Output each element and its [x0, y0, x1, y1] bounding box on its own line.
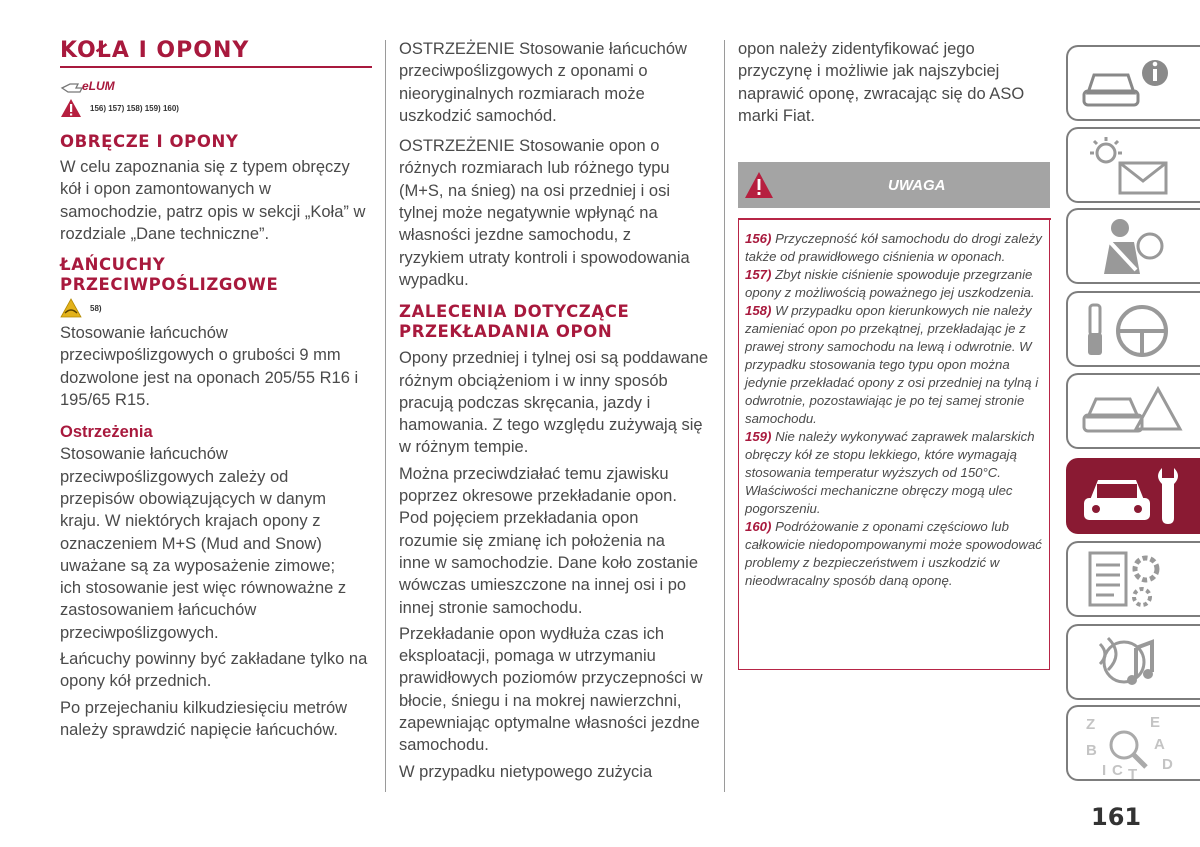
svg-text:E: E	[1150, 714, 1161, 731]
paragraph-rotation-4: W przypadku nietypowego zużycia	[399, 762, 653, 781]
tab-start-drive[interactable]	[1066, 291, 1200, 367]
tab-maintenance[interactable]	[1066, 458, 1200, 534]
subheading-warnings: Ostrzeżenia	[60, 423, 153, 442]
caution-references: 58)	[90, 303, 102, 313]
warning-banner	[738, 162, 1050, 208]
car-info-icon	[1080, 49, 1190, 119]
svg-text:eLUM: eLUM	[82, 79, 115, 93]
notes-top-border	[738, 218, 1051, 220]
warning-triangle-icon	[744, 171, 774, 199]
efuel-logo-icon	[60, 74, 372, 96]
heading-line: PRZECIWPOŚLIZGOWE	[60, 275, 279, 295]
paragraph-continued: opon należy zidentyfikować jego przyczynę i możliwie jak najszybciej naprawić oponę, zwracając się do ASO marki Fiat.	[738, 40, 1025, 125]
page-title: KOŁA I OPONY	[60, 38, 250, 63]
warning-note	[745, 266, 1043, 302]
caution-triangle-icon	[60, 298, 82, 318]
warning-note	[745, 428, 1043, 518]
note-number: 160)	[745, 519, 772, 535]
paragraph-rotation-1: Opony przedniej i tylnej osi są poddawane różnym obciążeniom i w inny sposób pracują podczas skręcania, jazdy i hamowania. Z tego względu zużywają się w różnym tempie.	[399, 349, 709, 457]
seatbelt-airbag-icon	[1080, 212, 1190, 282]
paragraph-rotation-3: Przekładanie opon wydłuża czas ich eksploatacji, pomaga w utrzymaniu prawidłowych poziomów przyczepności w błocie, śniegu i na mokrej nawierzchni, zapewniając optymalne własności jezdne samochodu.	[399, 624, 703, 755]
notes-list	[745, 230, 1043, 590]
paragraph-warnings-3: Po przejechaniu kilkudziesięciu metrów należy sprawdzić napięcie łańcuchów.	[60, 698, 348, 739]
heading-line: PRZEKŁADANIA OPON	[399, 322, 613, 342]
key-steering-wheel-icon	[1080, 295, 1190, 365]
warning-paragraph-1: OSTRZEŻENIE Stosowanie łańcuchów przeciwpoślizgowych z oponami o nieoryginalnych rozmiarach może uszkodzić samochód.	[399, 40, 687, 125]
column-2	[399, 38, 711, 783]
tab-car-info[interactable]	[1066, 45, 1200, 121]
car-warning-icon	[1080, 377, 1190, 447]
warning-paragraph-2: OSTRZEŻENIE Stosowanie opon o różnych rozmiarach lub różnego typu (M+S, na śnieg) na osi przedniej i osi tylnej może negatywnie wpłynąć na własności jezdne samochodu, z ryzykiem utraty kontroli i spowodowania wypadku.	[399, 137, 690, 289]
paragraph-chains: Stosowanie łańcuchów przeciwpoślizgowych o grubości 9 mm dozwolone jest na oponach 205/55 R16 i 195/65 R15.	[60, 324, 359, 410]
warning-note	[745, 302, 1043, 428]
tab-index[interactable]	[1066, 705, 1200, 781]
warning-references: 156) 157) 158) 159) 160)	[90, 103, 179, 113]
column-3	[738, 38, 1050, 670]
warning-triangle-icon	[60, 98, 82, 118]
media-music-icon	[1080, 628, 1190, 698]
spec-sheet-gear-icon	[1080, 545, 1190, 615]
column-divider	[724, 40, 725, 792]
paragraph-rotation-2: Można przeciwdziałać temu zjawisku poprzez okresowe przekładanie opon. Pod pojęciem przekładania opon rozumie się zmianę ich położenia na inne w samochodzie. Dane koło zostanie wówczas umieszczone na innej osi i po innej stronie samochodu.	[399, 464, 699, 617]
section-heading-rotation	[399, 302, 711, 342]
tab-emergency[interactable]	[1066, 373, 1200, 449]
tab-specifications[interactable]	[1066, 541, 1200, 617]
svg-text:I: I	[1102, 762, 1107, 779]
section-heading-rims: OBRĘCZE I OPONY	[60, 132, 239, 151]
svg-text:Z: Z	[1086, 716, 1096, 733]
page-number: 161	[1091, 803, 1142, 831]
svg-text:C: C	[1112, 762, 1123, 779]
paragraph-warnings-1: Stosowanie łańcuchów przeciwpoślizgowych zależy od przepisów obowiązujących w danym kraju. W niektórych krajach opony z oznaczeniem M+S (Mud and Snow) uważane są za wyposażenie zimowe; ich stosowanie jest więc równoważne z zastosowaniem łańcuchów przeciwpoślizgowych.	[60, 445, 347, 642]
column-divider	[385, 40, 386, 792]
note-text: W przypadku opon kierunkowych nie należy zamieniać opon po przekątnej, przekładając je z prawej strony samochodu na lewą i odwrotnie. W przypadku stosowania tego typu opon można jedynie przekładać opony z osi przedniej na tylną i odwrotnie, pozostawiając je po tej samej stronie samochodu.	[745, 303, 1039, 427]
paragraph-rims: W celu zapoznania się z typem obręczy kół i opon zamontowanych w samochodzie, patrz opis w sekcji „Koła” w rozdziale „Dane techniczne”.	[60, 158, 366, 243]
note-number: 156)	[745, 231, 772, 247]
lights-envelope-icon	[1080, 131, 1190, 201]
column-1	[60, 38, 372, 741]
note-text: Podróżowanie z oponami częściowo lub całkowicie niedopompowanymi może spowodować problemy z bezpieczeństwem i uszkodzić w nieodwracalny sposób daną oponę.	[745, 519, 1042, 589]
note-text: Zbyt niskie ciśnienie spowoduje przegrzanie opony z możliwością poważnego jej uszkodzenia.	[745, 267, 1035, 301]
warning-notes-box	[738, 218, 1050, 670]
note-number: 159)	[745, 429, 772, 445]
heading-line: ZALECENIA DOTYCZĄCE	[399, 302, 630, 322]
note-number: 158)	[745, 303, 772, 319]
title-rule	[60, 66, 372, 68]
paragraph-warnings-2: Łańcuchy powinny być zakładane tylko na opony kół przednich.	[60, 650, 368, 691]
heading-line: ŁAŃCUCHY	[60, 255, 166, 275]
note-text: Przyczepność kół samochodu do drogi zależy także od prawidłowego ciśnienia w oponach.	[745, 231, 1042, 265]
warning-label: UWAGA	[888, 177, 946, 195]
warning-note	[745, 518, 1043, 590]
svg-text:D: D	[1162, 756, 1173, 773]
tab-lights[interactable]	[1066, 127, 1200, 203]
warning-note	[745, 230, 1043, 266]
note-text: Nie należy wykonywać zaprawek malarskich obręczy kół ze stopu lekkiego, które wymagają stosowania temperatur wyższych od 150°C. Właściwości mechaniczne obręczy mogą ulec pogorszeniu.	[745, 429, 1035, 517]
note-number: 157)	[745, 267, 772, 283]
svg-text:A: A	[1154, 736, 1165, 753]
alphabet-index-icon	[1080, 709, 1190, 779]
svg-text:B: B	[1086, 742, 1097, 759]
tab-safety[interactable]	[1066, 208, 1200, 284]
car-wrench-icon	[1080, 462, 1190, 532]
tab-multimedia[interactable]	[1066, 624, 1200, 700]
svg-text:T: T	[1128, 766, 1138, 779]
section-heading-chains	[60, 255, 372, 295]
